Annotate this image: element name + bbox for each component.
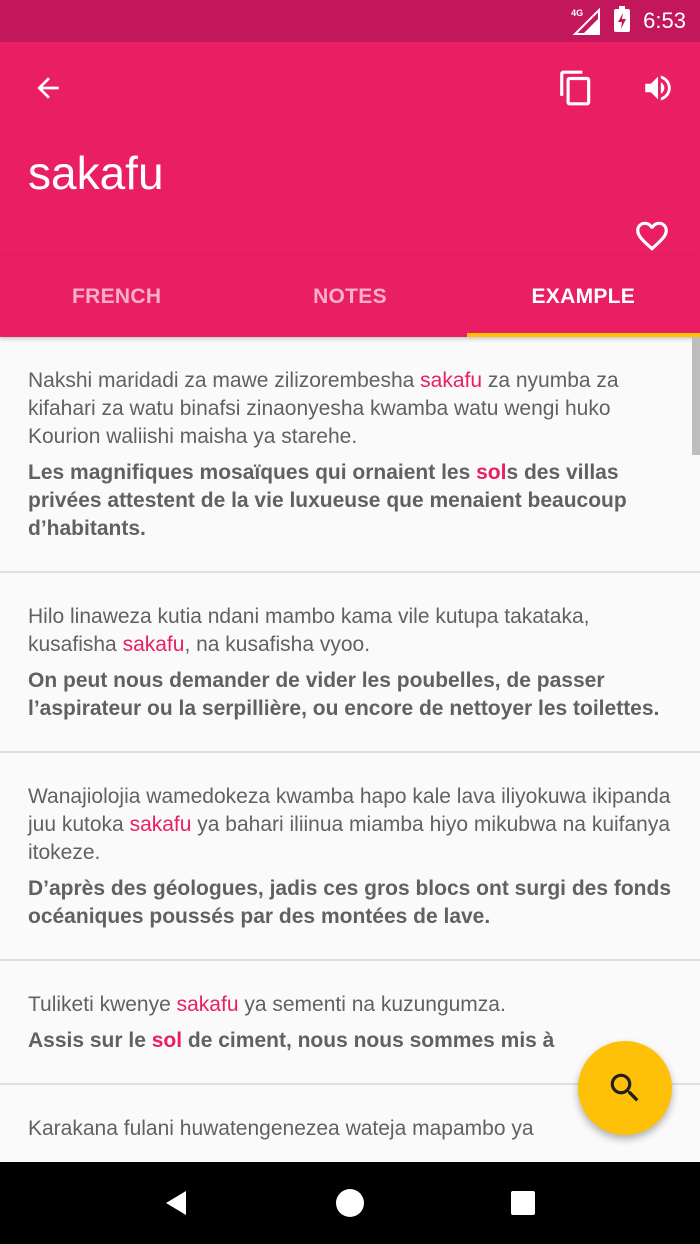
swahili-sentence xyxy=(28,783,672,867)
search-fab-button[interactable] xyxy=(578,1041,672,1135)
highlighted-word: sakafu xyxy=(176,993,239,1016)
swahili-sentence xyxy=(28,603,672,659)
examples-list[interactable] xyxy=(0,337,700,1162)
example-item[interactable] xyxy=(0,573,700,753)
tab-french[interactable]: FRENCH xyxy=(72,284,162,308)
swahili-text: Tuliketi kwenye xyxy=(28,993,177,1016)
tab-notes[interactable]: NOTES xyxy=(313,284,387,308)
french-text: s des villas privées attestent de la vie luxueuse que menaient beaucoup d’habitants. xyxy=(28,461,627,540)
status-icons xyxy=(571,0,686,42)
speak-button[interactable] xyxy=(630,60,686,116)
word-title: sakafu xyxy=(28,147,164,199)
status-bar xyxy=(0,0,700,42)
swahili-text: , na kusafisha vyoo. xyxy=(184,633,371,656)
example-item[interactable] xyxy=(0,753,700,961)
swahili-text: za nyumba za kifahari za watu binafsi zinaonyesha kwamba watu wengi huko Kourion waliishi maisha ya starehe. xyxy=(28,369,619,448)
system-nav-bar xyxy=(0,1162,700,1244)
swahili-text: Wanajiolojia wamedokeza kwamba hapo kale lava iliyokuwa ikipanda juu kutoka xyxy=(28,785,671,836)
swahili-sentence xyxy=(28,367,672,451)
swahili-text: ya bahari iliinua miamba hiyo mikubwa na kuifanya itokeze. xyxy=(28,813,671,864)
copy-icon xyxy=(557,69,595,107)
nav-back-icon xyxy=(162,1188,192,1218)
swahili-text: Hilo linaweza kutia ndani mambo kama vile kutupa takataka, kusafisha xyxy=(28,605,590,656)
example-item[interactable] xyxy=(0,337,700,573)
french-translation xyxy=(28,1027,672,1055)
highlighted-word: sakafu xyxy=(420,369,483,392)
highlighted-word: sol xyxy=(151,1029,183,1052)
nav-back-button[interactable] xyxy=(147,1173,207,1233)
volume-icon xyxy=(641,71,675,105)
app-toolbar xyxy=(0,42,700,256)
network-type: 4G xyxy=(571,8,584,18)
french-text: On peut nous demander de vider les poubelles, de passer l’aspirateur ou la serpillière, ou encore de nettoyer les toilettes. xyxy=(28,669,660,720)
signal-icon xyxy=(571,6,601,36)
highlighted-word: sakafu xyxy=(129,813,192,836)
nav-home-icon xyxy=(335,1188,365,1218)
nav-recents-icon xyxy=(510,1190,536,1216)
highlighted-word: sol xyxy=(476,461,507,484)
scrollbar-thumb[interactable] xyxy=(692,337,700,455)
nav-home-button[interactable] xyxy=(320,1173,380,1233)
swahili-text: Karakana fulani huwatengenezea wateja mapambo ya xyxy=(28,1117,534,1140)
search-icon xyxy=(606,1069,644,1107)
french-text: Assis sur le xyxy=(28,1029,152,1052)
arrow-left-icon xyxy=(32,72,64,104)
swahili-text: Nakshi maridadi za mawe zilizorembesha xyxy=(28,369,421,392)
tab-bar xyxy=(0,256,700,337)
battery-icon xyxy=(613,5,631,38)
french-text: de ciment, nous nous sommes mis à xyxy=(182,1029,555,1052)
highlighted-word: sakafu xyxy=(122,633,185,656)
heart-outline-icon xyxy=(633,217,671,255)
copy-button[interactable] xyxy=(548,60,604,116)
swahili-sentence xyxy=(28,1115,672,1143)
french-translation xyxy=(28,667,672,723)
swahili-sentence xyxy=(28,991,672,1019)
french-text: D’après des géologues, jadis ces gros blocs ont surgi des fonds océaniques poussés par des montées de lave. xyxy=(28,877,671,928)
french-translation xyxy=(28,875,672,931)
status-time: 6:53 xyxy=(643,8,686,33)
nav-recents-button[interactable] xyxy=(493,1173,553,1233)
french-translation xyxy=(28,459,672,543)
swahili-text: ya sementi na kuzungumza. xyxy=(238,993,506,1016)
back-button[interactable] xyxy=(20,60,76,116)
tab-example[interactable]: EXAMPLE xyxy=(467,256,700,337)
french-text: Les magnifiques mosaïques qui ornaient les xyxy=(28,461,477,484)
